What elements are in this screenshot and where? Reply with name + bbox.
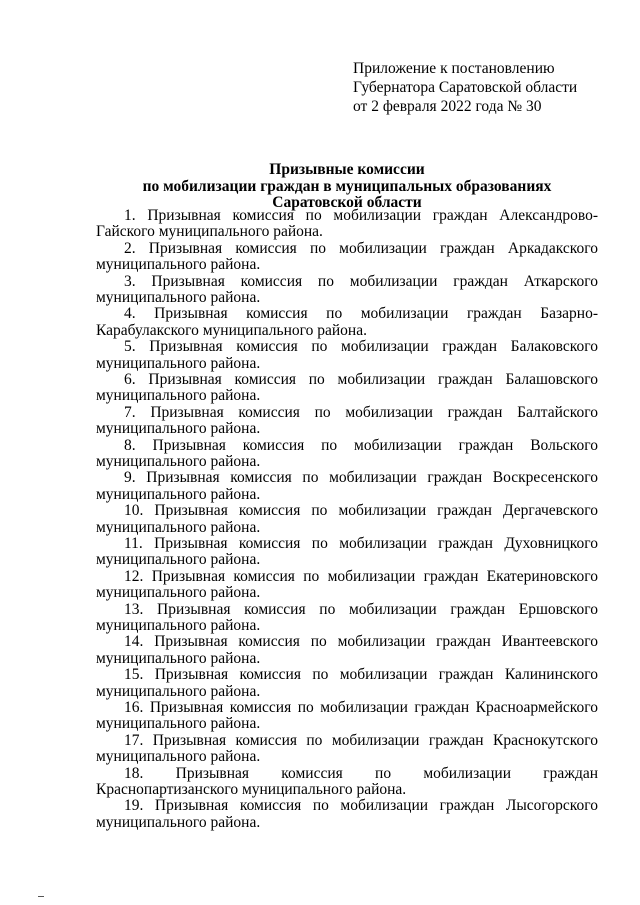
title-line-1: Призывные комиссии bbox=[269, 161, 425, 178]
title-line-2: по мобилизации граждан в муниципальных образованиях bbox=[142, 177, 552, 195]
list-item: 11. Призывная комиссия по мобилизации граждан Духовницкого муниципального района. bbox=[96, 534, 598, 569]
appendix-header bbox=[353, 59, 577, 116]
document-title bbox=[96, 162, 598, 212]
list-item: 15. Призывная комиссия по мобилизации граждан Калининского муниципального района. bbox=[96, 666, 598, 700]
list-item: 14. Призывная комиссия по мобилизации граждан Ивантеевского муниципального района. bbox=[96, 633, 598, 667]
list-item: 13. Призывная комиссия по мобилизации граждан Ершовского муниципального района. bbox=[96, 600, 598, 634]
list-item: 18. Призывная комиссия по мобилизации граждан Краснопартизанского муниципального района. bbox=[96, 764, 598, 798]
list-item: 19. Призывная комиссия по мобилизации граждан Лысогорского муниципального района. bbox=[96, 797, 598, 831]
appendix-line-2: Губернатора Саратовской области bbox=[353, 79, 578, 96]
list-item: 7. Призывная комиссия по мобилизации граждан Балтайского муниципального района. bbox=[96, 403, 598, 438]
list-item: 2. Призывная комиссия по мобилизации граждан Аркадакского муниципального района. bbox=[96, 239, 598, 274]
list-item: 9. Призывная комиссия по мобилизации граждан Воскресенского муниципального района. bbox=[96, 469, 598, 503]
appendix-line-3: от 2 февраля 2022 года № 30 bbox=[353, 98, 542, 115]
list-item: 5. Призывная комиссия по мобилизации граждан Балаковского муниципального района. bbox=[96, 338, 598, 372]
list-item: 3. Призывная комиссия по мобилизации граждан Аткарского муниципального района. bbox=[96, 272, 598, 306]
list-item: 10. Призывная комиссия по мобилизации граждан Дергачевского муниципального района. bbox=[96, 502, 598, 536]
list-item: 12. Призывная комиссия по мобилизации граждан Екатериновского муниципального района. bbox=[96, 567, 598, 602]
list-item: 16. Призывная комиссия по мобилизации граждан Красноармейского муниципального района. bbox=[96, 698, 598, 733]
list-item: 17. Призывная комиссия по мобилизации граждан Краснокутского муниципального района. bbox=[96, 731, 598, 766]
list-item: 1. Призывная комиссия по мобилизации граждан Александрово-Гайского муниципального района. bbox=[96, 207, 598, 241]
title-line-3: Саратовской области bbox=[272, 194, 422, 211]
list-item: 6. Призывная комиссия по мобилизации граждан Балашовского муниципального района. bbox=[96, 370, 598, 405]
list-item: 4. Призывная комиссия по мобилизации граждан Базарно-Карабулакского муниципального района. bbox=[96, 305, 598, 339]
appendix-line-1: Приложение к постановлению bbox=[353, 60, 555, 77]
list-item: 8. Призывная комиссия по мобилизации граждан Вольского муниципального района. bbox=[96, 436, 598, 470]
scan-mark bbox=[38, 896, 44, 897]
commission-list bbox=[96, 208, 598, 831]
